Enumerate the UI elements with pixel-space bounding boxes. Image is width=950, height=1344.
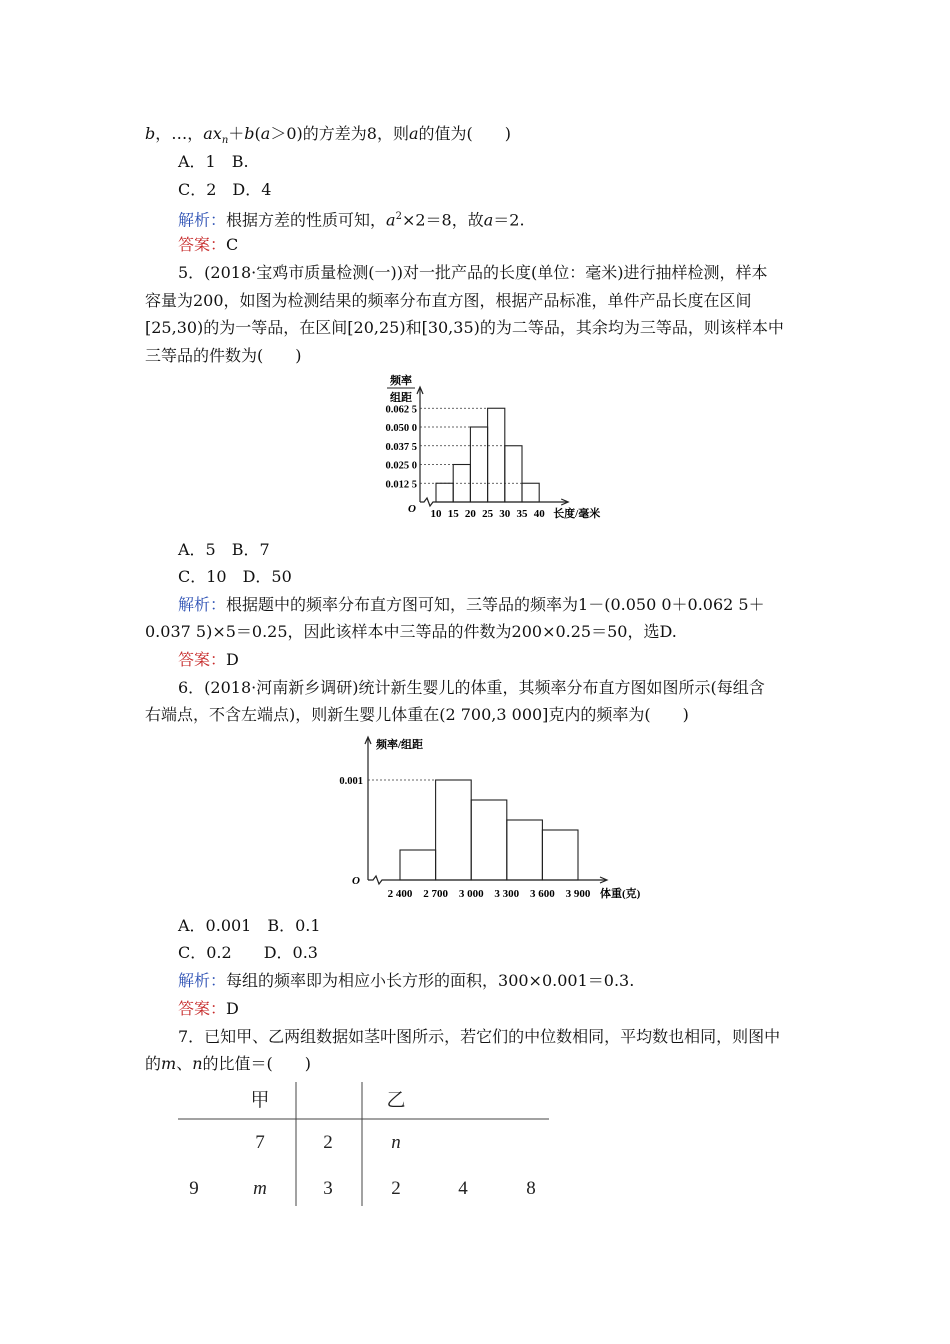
q5-stem-line4: 三等品的件数为( )	[145, 346, 302, 365]
q4-options-cd: C．2 D．4	[178, 180, 272, 199]
q4-answer: 答案：C	[178, 235, 239, 254]
y-tick-label: 0.050 0	[385, 423, 417, 434]
stem-leaf-r1-jia: 7	[255, 1132, 265, 1153]
stem-leaf-r2-yi-2: 4	[458, 1178, 468, 1199]
q6-answer: 答案：D	[178, 999, 239, 1018]
q6-stem-line2: 右端点，不含左端点)，则新生婴儿体重在(2 700,3 000]克内的频率为( )	[145, 705, 689, 724]
histogram-weight	[330, 732, 670, 908]
x-axis-label: 长度/毫米	[553, 508, 601, 520]
y-axis-label-bottom: 组距	[390, 392, 412, 404]
x-tick-label: 40	[533, 508, 545, 520]
histogram-bar	[436, 483, 453, 502]
histogram-bar	[507, 820, 543, 880]
stem-leaf-head-jia: 甲	[250, 1090, 270, 1111]
stem-leaf-r2-jia1: 9	[189, 1178, 199, 1199]
x-tick-label: 3 900	[565, 888, 591, 900]
x-tick-label: 30	[499, 508, 511, 520]
stem-leaf-r2-yi-1: 2	[391, 1178, 401, 1199]
q4-var-b: b	[145, 124, 156, 143]
x-tick-label: 3 600	[530, 888, 555, 900]
q4-stem: b，…，$ax_n+b(a>0)$的方差为8，则a的值为( )	[145, 124, 511, 147]
x-tick-label: 35	[516, 508, 528, 520]
y-axis-label: 频率/组距	[376, 739, 424, 751]
stem-leaf-r1-yi: n	[391, 1132, 401, 1153]
stem-leaf-r2-yi-3: 8	[526, 1178, 536, 1199]
histogram-bar	[488, 408, 505, 502]
q4-options-ab: A．1 B.	[178, 152, 249, 171]
q6-options-cd: C．0.2 D．0.3	[178, 943, 318, 962]
origin-label: O	[408, 503, 416, 515]
q5-analysis-line2: 0.037 5)×5＝0.25，因此该样本中三等品的件数为200×0.25＝50，选D.	[145, 622, 677, 641]
origin-label: O	[352, 875, 360, 887]
q5-options-ab: A．5 B．7	[178, 540, 270, 559]
stem-leaf-plot	[170, 1080, 560, 1210]
histogram-bar	[400, 850, 436, 880]
x-tick-label: 10	[430, 508, 442, 520]
q6-stem-line1: 6．(2018·河南新乡调研)统计新生婴儿的体重，其频率分布直方图如图所示(每组含	[178, 678, 765, 697]
stem-leaf-r1-stem: 2	[323, 1132, 333, 1153]
y-tick-label: 0.025 0	[385, 460, 417, 472]
q6-analysis: 解析：每组的频率即为相应小长方形的面积，300×0.001＝0.3.	[178, 971, 635, 990]
histogram-bar	[522, 483, 539, 502]
histogram-bar	[436, 780, 472, 880]
x-tick-label: 15	[447, 508, 459, 520]
x-tick-label: 3 300	[494, 888, 520, 900]
q5-stem-line1: 5．(2018·宝鸡市质量检测(一))对一批产品的长度(单位：毫米)进行抽样检测，样本	[178, 263, 768, 282]
histogram-bar	[542, 830, 578, 880]
histogram-bar	[505, 446, 522, 502]
histogram-bar	[470, 427, 487, 502]
q7-stem-line1: 7．已知甲、乙两组数据如茎叶图所示，若它们的中位数相同，平均数也相同，则图中	[178, 1027, 781, 1046]
y-tick-label: 0.012 5	[385, 479, 417, 491]
y-tick-label: 0.001	[339, 776, 363, 787]
y-tick-label: 0.062 5	[385, 404, 417, 416]
x-tick-label: 2 400	[387, 888, 413, 900]
y-tick-label: 0.037 5	[385, 441, 417, 453]
stem-leaf-r2-stem: 3	[323, 1178, 333, 1199]
y-axis-label-top: 频率	[390, 375, 412, 387]
x-tick-label: 25	[482, 508, 494, 520]
histogram-length	[360, 368, 620, 528]
stem-leaf-r2-jia2: m	[253, 1178, 267, 1199]
q5-options-cd: C．10 D．50	[178, 567, 292, 586]
q5-answer: 答案：D	[178, 650, 239, 669]
q5-stem-line3: [25,30)的为一等品，在区间[20,25)和[30,35)的为二等品，其余均为三等品，则该样本中	[145, 318, 784, 337]
stem-leaf-head-yi: 乙	[386, 1090, 406, 1111]
q5-analysis-line1: 解析：根据题中的频率分布直方图可知，三等品的频率为1－(0.050 0＋0.062 5＋	[178, 595, 765, 614]
q5-stem-line2: 容量为200，如图为检测结果的频率分布直方图，根据产品标准，单件产品长度在区间	[145, 291, 752, 310]
x-tick-label: 20	[464, 508, 476, 520]
x-axis-label: 体重(克)	[600, 888, 641, 900]
q4-analysis: 解析：根据方差的性质可知，$a^2\times 2=8$，故a＝2.	[178, 210, 525, 230]
q7-stem-line2: 的m、n的比值＝( )	[145, 1054, 312, 1073]
histogram-bar	[471, 800, 507, 880]
x-tick-label: 3 000	[458, 888, 484, 900]
x-tick-label: 2 700	[423, 888, 448, 900]
q6-options-ab: A．0.001 B．0.1	[178, 916, 321, 935]
